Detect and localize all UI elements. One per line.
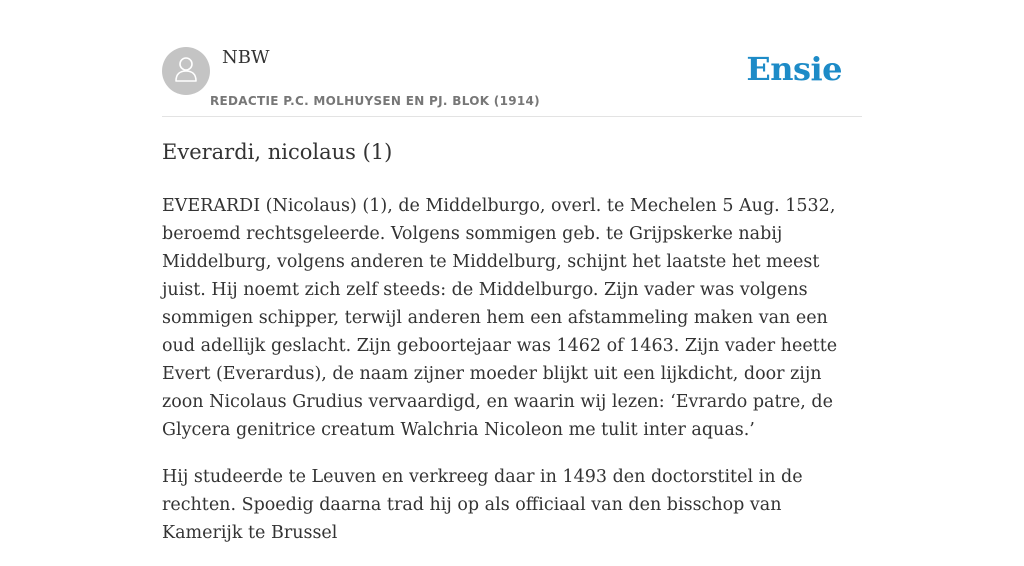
user-icon xyxy=(172,54,200,89)
paragraph: EVERARDI (Nicolaus) (1), de Middelburgo, overl. te Mechelen 5 Aug. 1532, beroemd rechtsgeleerde. Volgens sommigen geb. te Grijpskerke nabij Middelburg, volgens anderen te Middelburg, schijnt het laatste het meest juist. Hij noemt zich zelf steeds: de Middelburgo. Zijn vader was volgens sommigen schipper, terwijl anderen hem een afstammeling maken van een oud adellijk geslacht. Zijn geboortejaar was 1462 of 1463. Zijn vader heette Evert (Everardus), de naam zijner moeder blijkt uit een lijkdicht, door zijn zoon Nicolaus Grudius vervaardigd, en waarin wij lezen: ‘Evrardo patre, de Glycera genitrice creatum Walchria Nicoleon me tulit inter aquas.’ xyxy=(162,196,838,440)
article-header xyxy=(162,40,862,117)
article-body xyxy=(162,192,864,566)
page-title: Everardi, nicolaus (1) xyxy=(162,140,393,164)
avatar[interactable] xyxy=(162,47,210,95)
author-name[interactable]: NBW xyxy=(222,47,270,68)
brand-logo[interactable]: Ensie xyxy=(746,50,842,88)
byline: REDACTIE P.C. MOLHUYSEN EN PJ. BLOK (1914) xyxy=(210,94,540,108)
paragraph: Hij studeerde te Leuven en verkreeg daar in 1493 den doctorstitel in de rechten. Spoedig daarna trad hij op als officiaal van den bisschop van Kamerijk te Brussel xyxy=(162,467,803,543)
